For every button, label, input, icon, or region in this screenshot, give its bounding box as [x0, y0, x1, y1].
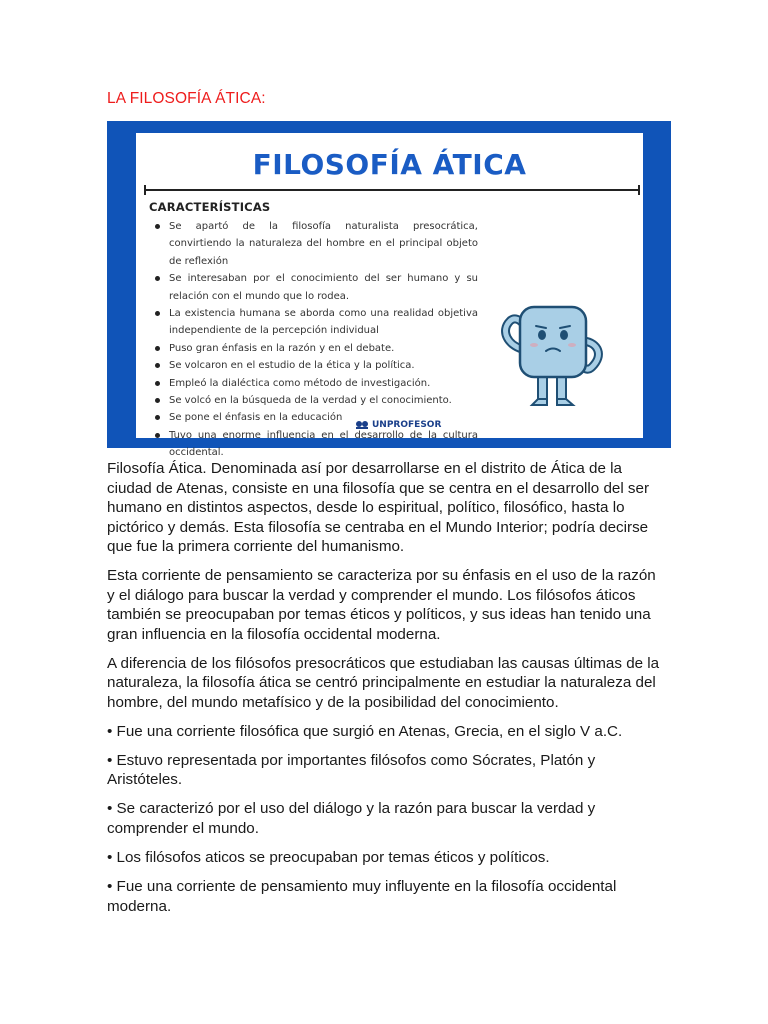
bullet-icon [155, 276, 160, 281]
list-item: Se volcaron en el estudio de la ética y la política. [148, 357, 478, 374]
list-item: Se apartó de la filosofía naturalista presocrática, convirtiendo la naturaleza del hombre en el principal objeto de reflexión [148, 218, 478, 270]
document-body [107, 459, 663, 926]
bullet-icon [155, 398, 160, 403]
bullet-paragraph: • Fue una corriente filosófica que surgió en Atenas, Grecia, en el siglo V a.C. [107, 722, 623, 740]
brand-logo [355, 420, 441, 430]
infographic-title: FILOSOFÍA ÁTICA [252, 148, 527, 181]
bullet-icon [155, 346, 160, 351]
list-item: Tuvo una enorme influencia en el desarrollo de la cultura occidental. [148, 427, 478, 462]
bullet-paragraph: • Los filósofos aticos se preocupaban por temas éticos y políticos. [107, 849, 550, 867]
infographic-image [107, 121, 671, 459]
infographic-subtitle: CARACTERÍSTICAS [149, 200, 271, 214]
paragraph: A diferencia de los filósofos presocráticos que estudiaban las causas últimas de la naturaleza, la filosofía ática se centró principalmente en estudiar la naturaleza del hombre, del mundo metafísico y de la posibilidad del conocimiento. [107, 654, 660, 711]
list-item: Se pone el énfasis en la educación [148, 409, 478, 426]
bullet-icon [155, 311, 160, 316]
paragraph: Filosofía Ática. Denominada así por desarrollarse en el distrito de Ática de la ciudad de Atenas, consiste en una filosofía que se centra en el desarrollo del ser humano en distintos aspectos, desde lo espiritual, político, filosófico, hasta lo pictórico y demás. Esta filosofía se centraba en el Mundo Interior; podría decirse que fue la primera corriente del humanismo. [107, 460, 650, 555]
bullet-paragraph: • Estuvo representada por importantes filósofos como Sócrates, Platón y Aristóteles. [107, 751, 596, 789]
list-item: Se volcó en la búsqueda de la verdad y el conocimiento. [148, 392, 478, 409]
thinking-mascot-icon [494, 301, 614, 413]
list-item: Se interesaban por el conocimiento del ser humano y su relación con el mundo que lo rodea. [148, 270, 478, 305]
list-item: Puso gran énfasis en la razón y en el debate. [148, 340, 478, 357]
brand-name: UNPROFESOR [372, 420, 442, 430]
unprofesor-logo-icon [355, 420, 369, 430]
title-divider [144, 189, 640, 191]
infographic-card [136, 133, 643, 459]
list-item: Empleó la dialéctica como método de investigación. [148, 375, 478, 392]
bullet-paragraph: • Se caracterizó por el uso del diálogo y la razón para buscar la verdad y comprender el mundo. [107, 800, 596, 837]
bullet-icon [155, 363, 160, 368]
bullet-icon [155, 433, 160, 438]
bullet-icon [155, 224, 160, 229]
document-heading: LA FILOSOFÍA ÁTICA: [107, 90, 266, 107]
bullet-icon [155, 381, 160, 386]
list-item: La existencia humana se aborda como una realidad objetiva independiente de la percepción individual [148, 305, 478, 340]
paragraph: Esta corriente de pensamiento se caracteriza por su énfasis en el uso de la razón y el diálogo para buscar la verdad y comprender el mundo. Los filósofos áticos también se preocupaban por temas éticos y políticos, y sus ideas han tenido una gran influencia en la filosofía occidental moderna. [107, 567, 656, 643]
bullet-paragraph: • Fue una corriente de pensamiento muy influyente en la filosofía occidental moderna. [107, 878, 617, 915]
bullet-icon [155, 415, 160, 420]
